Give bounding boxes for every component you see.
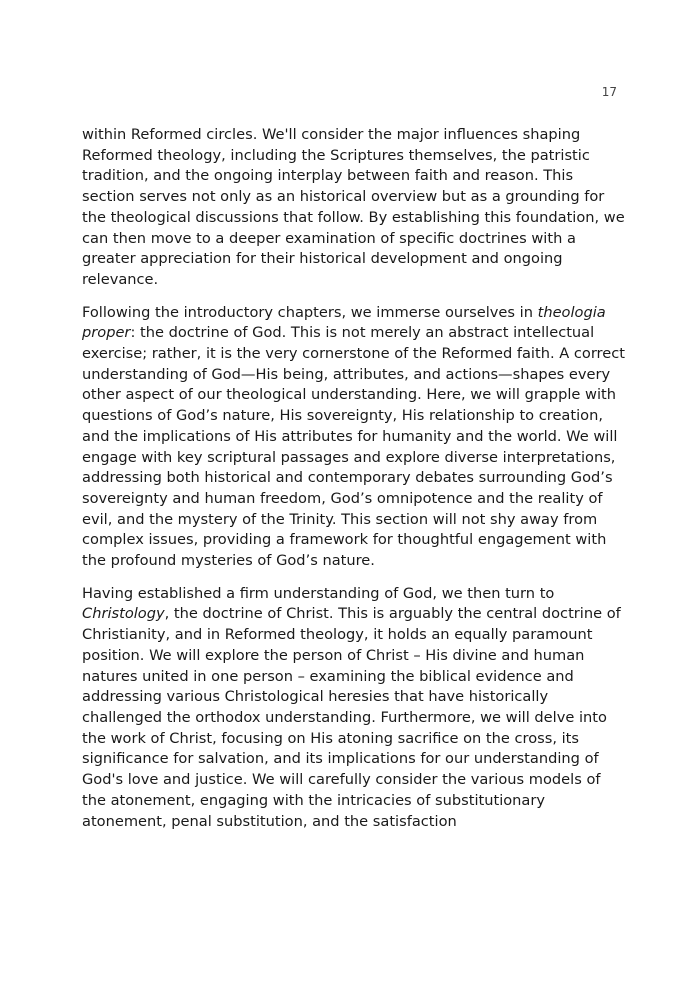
paragraph-text: within Reformed circles. We'll consider the major influences shaping Reformed theology, including the Scriptures themselves, the patristic tradition, and the ongoing interplay between faith and reason. This section serves not only as an historical overview but as a grounding for the theological discussions that follow. By establishing this foundation, we can then move to a deeper examination of specific doctrines with a greater appreciation for their historical development and ongoing relevance. [82, 126, 625, 288]
term-christology: Christology [82, 605, 165, 623]
paragraph-historical-overview [82, 125, 627, 291]
paragraph-rest: : the doctrine of God. This is not merely an abstract intellectual exercise; rather, it is the very cornerstone of the Reformed faith. A correct understanding of God—His being, attributes, and actions—shapes every other aspect of our theological understanding. Here, we will grapple with questions of God’s nature, His sovereignty, His relationship to creation, and the implications of His attributes for humanity and the world. We will engage with key scriptural passages and explore diverse interpretations, addressing both historical and contemporary debates surrounding God’s sovereignty and human freedom, God’s omnipotence and the reality of evil, and the mystery of the Trinity. This section will not shy away from complex issues, providing a framework for thoughtful engagement with the profound mysteries of God’s nature. [82, 324, 625, 570]
paragraph-theologia-proper [82, 303, 627, 572]
body-text [82, 125, 627, 844]
paragraph-christology [82, 584, 627, 832]
paragraph-rest: , the doctrine of Christ. This is arguably the central doctrine of Christianity, and in Reformed theology, it holds an equally paramount position. We will explore the person of Christ – His divine and human natures united in one person – examining the biblical evidence and addressing various Christological heresies that have historically challenged the orthodox understanding. Furthermore, we will delve into the work of Christ, focusing on His atoning sacrifice on the cross, its significance for salvation, and its implications for our understanding of God's love and justice. We will carefully consider the various models of the atonement, engaging with the intricacies of substitutionary atonement, penal substitution, and the satisfaction [82, 605, 621, 830]
term-theologia-proper: theologia proper [82, 303, 606, 342]
paragraph-lead: Following the introductory chapters, we immerse ourselves in [82, 303, 538, 321]
page-number: 17 [601, 85, 617, 99]
paragraph-lead: Having established a firm understanding of God, we then turn to [82, 584, 555, 602]
